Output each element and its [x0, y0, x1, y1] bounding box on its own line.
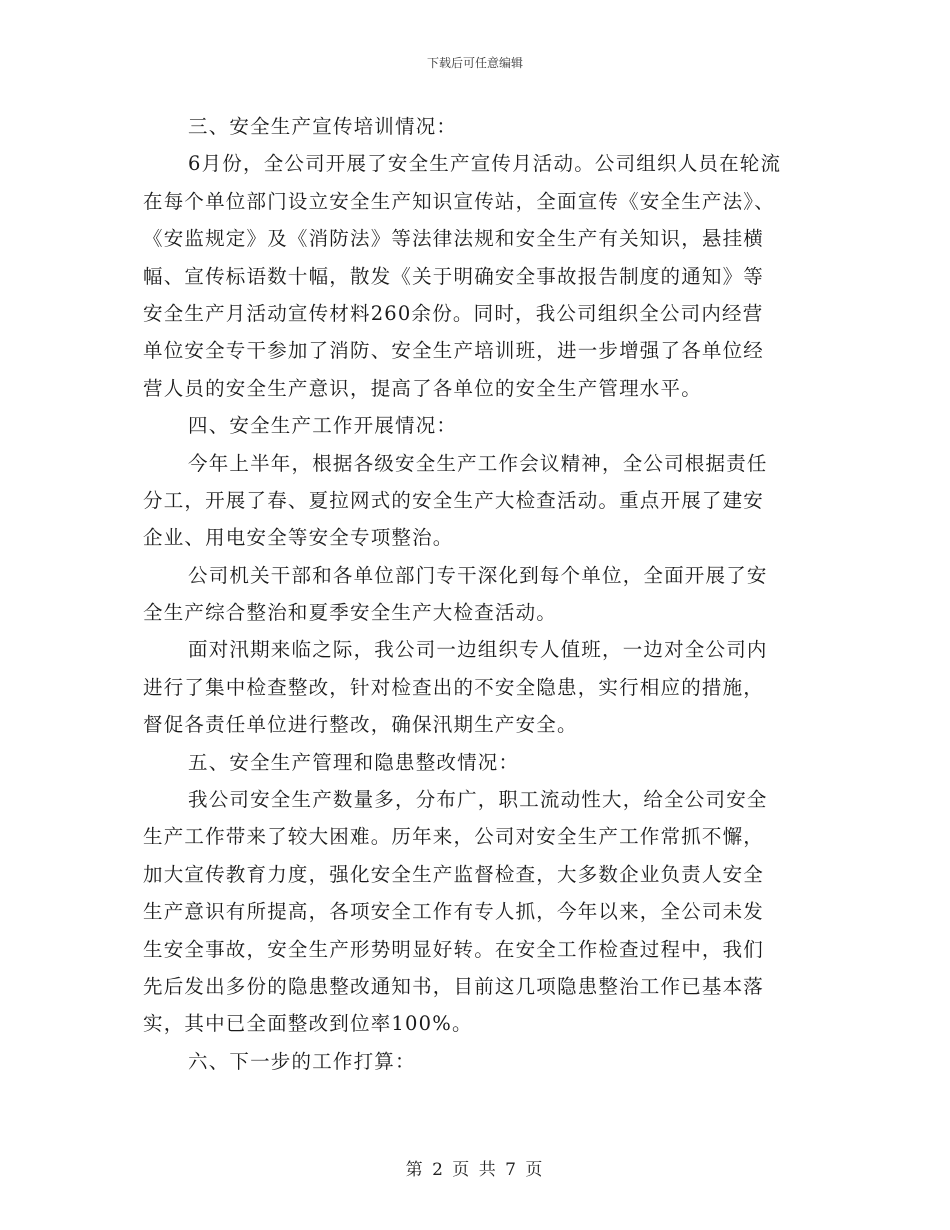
text-line: 营人员的安全生产意识，提高了各单位的安全生产管理水平。 [143, 376, 702, 400]
text-line: 生安全事故，安全生产形势明显好转。在安全工作检查过程中，我们 [143, 937, 765, 961]
text-line: 企业、用电安全等安全专项整治。 [143, 526, 454, 550]
text-line: 实，其中已全面整改到位率100%。 [143, 1012, 473, 1036]
text-line: 今年上半年，根据各级安全生产工作会议精神，全公司根据责任 [188, 451, 768, 475]
text-line: 加大宣传教育力度，强化安全生产监督检查，大多数企业负责人安全 [143, 862, 765, 886]
text-line: 幅、宣传标语数十幅，散发《关于明确安全事故报告制度的通知》等 [143, 264, 765, 288]
text-line: 在每个单位部门设立安全生产知识宣传站，全面宣传《安全生产法》、 [143, 189, 775, 213]
text-line: 三、安全生产宣传培训情况： [188, 115, 458, 138]
text-line: 面对汛期来临之际，我公司一边组织专人值班，一边对全公司内 [188, 638, 768, 662]
page-footer: 第 2 页 共 7 页 [405, 1160, 545, 1180]
text-line: 全生产综合整治和夏季安全生产大检查活动。 [143, 601, 558, 625]
text-line: 公司机关干部和各单位部门专干深化到每个单位，全面开展了安 [188, 563, 768, 587]
text-line: 五、安全生产管理和隐患整改情况： [188, 750, 520, 774]
text-line: 我公司安全生产数量多，分布广，职工流动性大，给全公司安全 [188, 788, 768, 812]
text-line: 生产工作带来了较大困难。历年来，公司对安全生产工作常抓不懈， [143, 825, 765, 849]
text-line: 分工，开展了春、夏拉网式的安全生产大检查活动。重点开展了建安 [143, 488, 765, 512]
document-body [143, 108, 808, 1080]
text-line: 六、下一步的工作打算： [188, 1049, 416, 1073]
text-line: 督促各责任单位进行整改，确保汛期生产安全。 [143, 713, 578, 737]
text-line: 生产意识有所提高，各项安全工作有专人抓，今年以来，全公司未发 [143, 900, 765, 924]
text-line: 进行了集中检查整改，针对检查出的不安全隐患，实行相应的措施， [143, 675, 765, 699]
text-line: 6月份，全公司开展了安全生产宣传月活动。公司组织人员在轮流 [188, 152, 782, 176]
text-line: 四、安全生产工作开展情况： [188, 414, 458, 438]
page-header: 下载后可任意编辑 [426, 56, 523, 70]
text-line: 安全生产月活动宣传材料260余份。同时，我公司组织全公司内经营 [143, 301, 764, 325]
text-line: 单位安全专干参加了消防、安全生产培训班，进一步增强了各单位经 [143, 339, 765, 363]
text-line: 先后发出多份的隐患整改通知书，目前这几项隐患整治工作已基本落 [143, 974, 765, 998]
text-line: 《安监规定》及《消防法》等法律法规和安全生产有关知识，悬挂横 [143, 227, 765, 251]
